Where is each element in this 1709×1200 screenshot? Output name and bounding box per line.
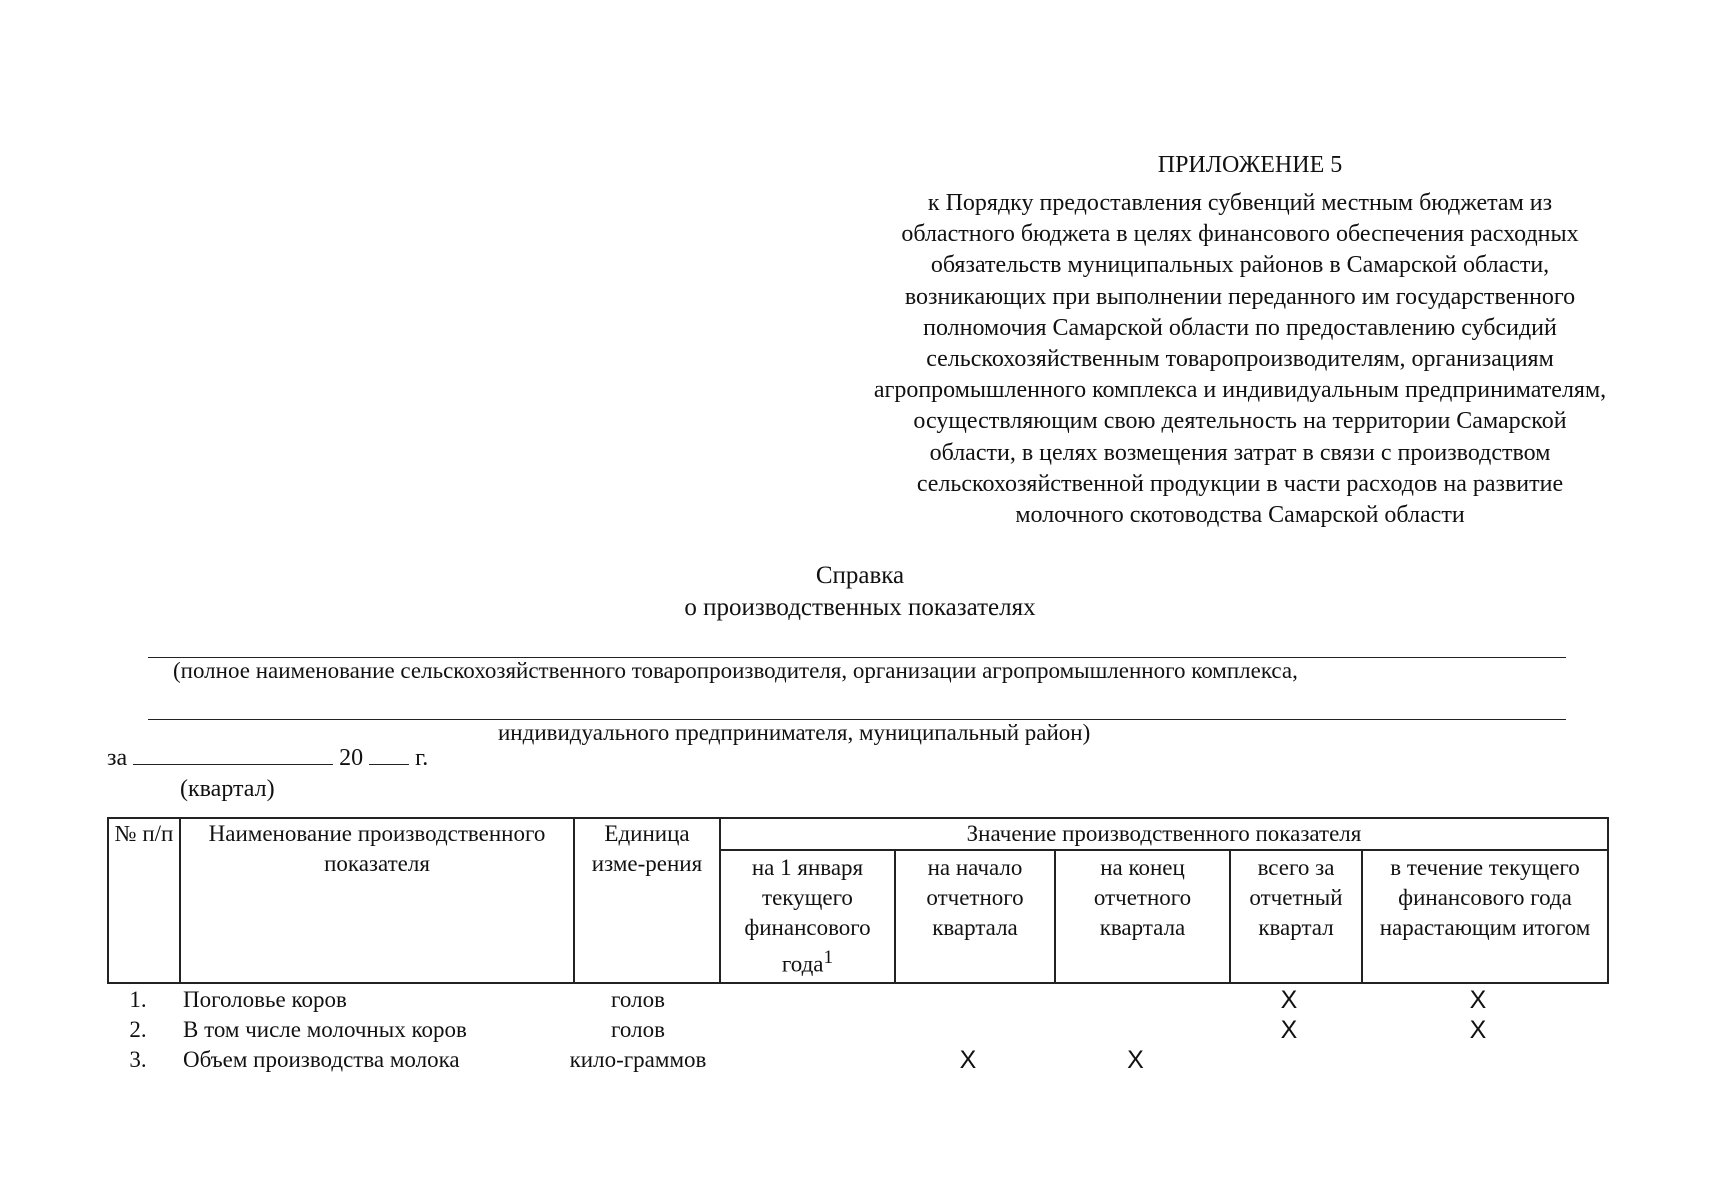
appendix-line: к Порядку предоставления субвенций местным бюджетам из [927, 190, 1553, 216]
row-num: 1. [129, 987, 147, 1012]
row-value-quarter-end: X [1127, 1046, 1144, 1074]
period-prefix: за [107, 745, 128, 771]
row-value-quarter-end [1048, 1015, 1223, 1045]
row-value-ytd: X [1469, 986, 1487, 1014]
indicators-header-table [107, 817, 1609, 984]
appendix-text [680, 188, 1709, 531]
row-value-quarter-end [1048, 985, 1223, 1015]
appendix-line: агропромышленного комплекса и индивидуальным предпринимателям, [873, 377, 1607, 404]
appendix-line: возникающих при выполнении переданного им государственного [904, 283, 1576, 310]
organization-caption: индивидуального предпринимателя, муниципальный район) [498, 720, 1091, 745]
period-suffix: г. [415, 745, 429, 771]
appendix-line: сельскохозяйственной продукции в части расходов на развитие [916, 470, 1564, 497]
quarter-blank [133, 744, 333, 765]
period-year: 20 [339, 745, 364, 771]
row-value-ytd [1355, 1045, 1601, 1075]
footnote-mark: 1 [823, 947, 834, 968]
row-name: В том числе молочных коров [183, 1017, 467, 1042]
table-row [107, 985, 1607, 1015]
document-title-block [560, 560, 1160, 624]
col-header-quarter-end: на конец отчетного квартала [1055, 850, 1230, 983]
appendix-line: областного бюджета в целях финансового обеспечения расходных [901, 221, 1579, 248]
row-unit: кило-граммов [569, 1047, 707, 1072]
col-header-unit: Единица изме-рения [574, 818, 720, 983]
appendix-line: молочного скотоводства Самарской области [1015, 502, 1465, 529]
col-header-jan1: на 1 января текущего финансового года$^1$ [720, 850, 895, 983]
row-value-quarter-total: X [1280, 986, 1298, 1014]
appendix-line: полномочия Самарской области по предоставлению субсидий [923, 314, 1557, 341]
col-header-num: № п/п [108, 818, 180, 983]
col-header-quarter-total: всего за отчетный квартал [1230, 850, 1362, 983]
row-unit: голов [611, 1017, 665, 1042]
table-row [107, 1045, 1607, 1075]
year-blank [369, 744, 409, 765]
row-value-ytd: X [1469, 1016, 1487, 1044]
appendix-line: обязательств муниципальных районов в Самарской области, [930, 252, 1550, 279]
row-num: 3. [129, 1047, 147, 1072]
row-value-quarter-start: X [959, 1046, 977, 1074]
row-unit: голов [611, 987, 665, 1012]
appendix-title: ПРИЛОЖЕНИЕ 5 [1157, 152, 1343, 178]
appendix-line: сельскохозяйственным товаропроизводителям, организациям [926, 346, 1554, 373]
organization-caption: (полное наименование сельскохозяйственного товаропроизводителя, организации агропромышленного комплекса, [173, 658, 1298, 683]
col-header-name: Наименование производственного показателя [180, 818, 574, 983]
row-value-jan1 [713, 1015, 888, 1045]
row-num: 2. [129, 1017, 147, 1042]
appendix-line: области, в целях возмещения затрат в связи с производством [929, 439, 1551, 466]
col-header-ytd: в течение текущего финансового года нарастающим итогом [1362, 850, 1608, 983]
table-row [107, 1015, 1607, 1045]
row-value-jan1 [713, 985, 888, 1015]
quarter-caption: (квартал) [180, 776, 275, 802]
period-line [107, 744, 428, 772]
row-value-jan1 [713, 1045, 888, 1075]
row-name: Объем производства молока [183, 1047, 460, 1072]
row-value-quarter-total: X [1280, 1016, 1298, 1044]
col-header-quarter-start: на начало отчетного квартала [895, 850, 1055, 983]
appendix-line: осуществляющим свою деятельность на территории Самарской [913, 408, 1567, 435]
row-name: Поголовье коров [183, 987, 347, 1012]
row-value-quarter-total [1223, 1045, 1355, 1075]
document-title: Справка [815, 562, 905, 589]
indicators-rows [107, 985, 1607, 1075]
col-header-value-group: Значение производственного показателя [720, 818, 1608, 850]
document-subtitle: о производственных показателях [684, 594, 1036, 621]
row-value-quarter-start [888, 1015, 1048, 1045]
row-value-quarter-start [888, 985, 1048, 1015]
